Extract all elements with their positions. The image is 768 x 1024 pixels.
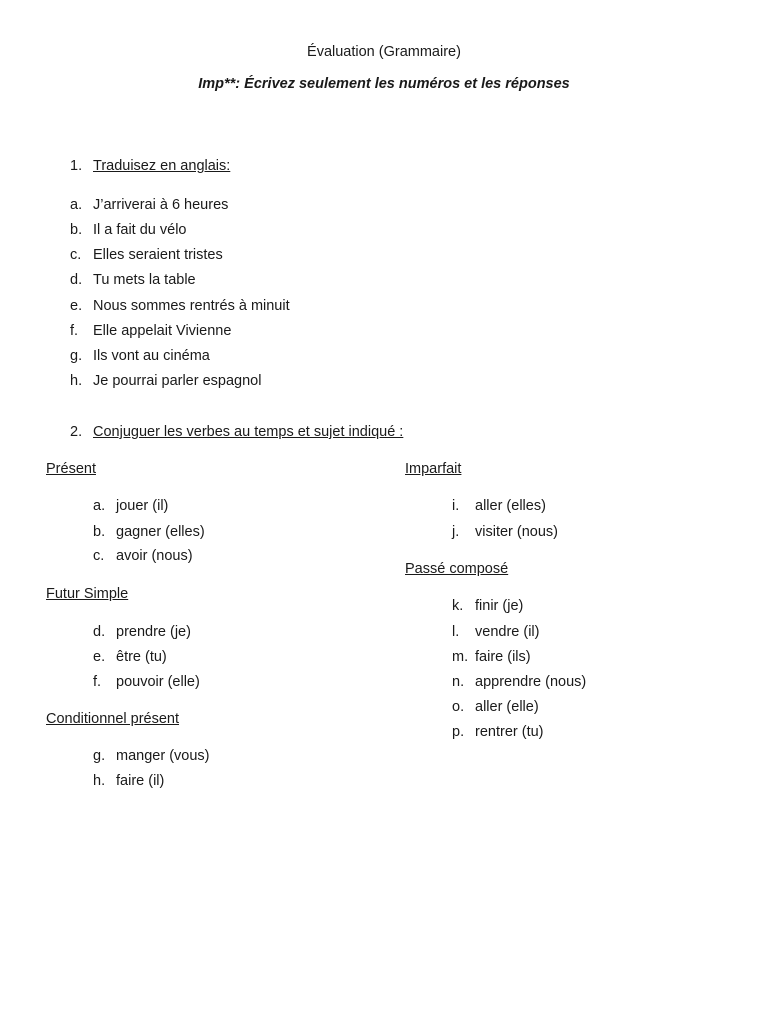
list-item: manger (vous) <box>116 748 210 764</box>
list-item: aller (elles) <box>475 498 546 514</box>
passe-compose-heading: Passé composé <box>405 561 509 577</box>
list-item: aller (elle) <box>475 699 539 715</box>
document-title: Évaluation (Grammaire) <box>307 44 461 60</box>
list-item: vendre (il) <box>475 624 540 640</box>
list-item-letter: g. <box>93 748 106 764</box>
list-item: apprendre (nous) <box>475 674 587 690</box>
list-item-letter: f. <box>70 323 79 339</box>
section2-heading: Conjuguer les verbes au temps et sujet indiqué : <box>93 424 404 440</box>
section1-heading: Traduisez en anglais: <box>93 158 231 174</box>
list-item: jouer (il) <box>116 498 169 514</box>
list-item: pouvoir (elle) <box>116 674 200 690</box>
section1-number: 1. <box>70 158 83 174</box>
futur-heading: Futur Simple <box>46 586 129 602</box>
list-item-letter: o. <box>452 699 465 715</box>
list-item: Nous sommes rentrés à minuit <box>93 298 290 314</box>
section2-number: 2. <box>70 424 83 440</box>
list-item-letter: p. <box>452 724 465 740</box>
list-item-letter: m. <box>452 649 469 665</box>
list-item-letter: h. <box>70 373 83 389</box>
list-item-letter: g. <box>70 348 83 364</box>
present-heading: Présent <box>46 461 96 477</box>
list-item: faire (il) <box>116 773 165 789</box>
list-item-letter: e. <box>70 298 83 314</box>
list-item-letter: d. <box>93 624 106 640</box>
list-item: gagner (elles) <box>116 524 205 540</box>
list-item: prendre (je) <box>116 624 191 640</box>
list-item: Il a fait du vélo <box>93 222 187 238</box>
list-item-letter: b. <box>93 524 106 540</box>
list-item-letter: h. <box>93 773 106 789</box>
list-item: Je pourrai parler espagnol <box>93 373 262 389</box>
list-item-letter: c. <box>93 548 105 564</box>
list-item-letter: a. <box>70 197 83 213</box>
list-item-letter: k. <box>452 598 464 614</box>
list-item: faire (ils) <box>475 649 531 665</box>
list-item: J’arriverai à 6 heures <box>93 197 229 213</box>
list-item-letter: c. <box>70 247 82 263</box>
list-item-letter: l. <box>452 624 460 640</box>
list-item-letter: n. <box>452 674 465 690</box>
list-item: rentrer (tu) <box>475 724 544 740</box>
instruction-line: Imp**: Écrivez seulement les numéros et les réponses <box>198 76 570 92</box>
list-item: Ils vont au cinéma <box>93 348 210 364</box>
list-item: Tu mets la table <box>93 272 196 288</box>
list-item: finir (je) <box>475 598 524 614</box>
list-item: avoir (nous) <box>116 548 193 564</box>
list-item: être (tu) <box>116 649 167 665</box>
conditionnel-heading: Conditionnel présent <box>46 711 180 727</box>
list-item-letter: e. <box>93 649 106 665</box>
list-item: Elles seraient tristes <box>93 247 223 263</box>
list-item-letter: d. <box>70 272 83 288</box>
list-item-letter: j. <box>452 524 460 540</box>
list-item: Elle appelait Vivienne <box>93 323 232 339</box>
imparfait-heading: Imparfait <box>405 461 462 477</box>
list-item-letter: f. <box>93 674 102 690</box>
list-item-letter: a. <box>93 498 106 514</box>
list-item: visiter (nous) <box>475 524 558 540</box>
list-item-letter: b. <box>70 222 83 238</box>
list-item-letter: i. <box>452 498 460 514</box>
